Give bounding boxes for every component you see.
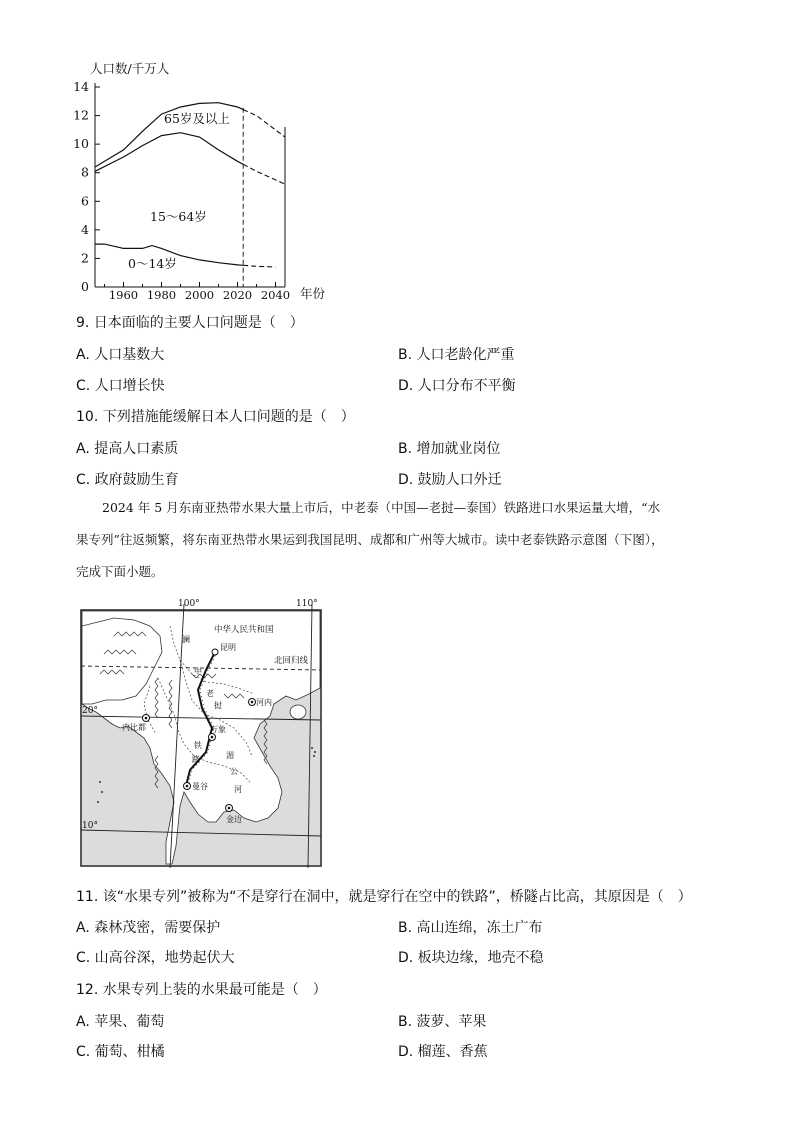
population-chart <box>60 55 350 305</box>
x-axis-label: 年份 <box>300 286 326 301</box>
label-phnompenh: 金边 <box>226 815 242 824</box>
question-10-option-b[interactable]: B. 增加就业岗位 <box>398 441 501 457</box>
label-hanoi: 河内 <box>256 698 272 707</box>
y-tick-label: 10 <box>73 136 89 152</box>
label-lon-110: 110° <box>296 599 318 609</box>
question-12-stem: 12. 水果专列上装的水果最可能是（ ） <box>76 982 327 998</box>
question-9-stem: 9. 日本面临的主要人口问题是（ ） <box>76 315 304 331</box>
question-12-option-b[interactable]: B. 菠萝、苹果 <box>398 1014 487 1030</box>
question-9-option-c[interactable]: C. 人口增长快 <box>76 378 165 394</box>
y-tick-label: 14 <box>73 79 89 94</box>
label-rail-1: 中 <box>194 667 202 676</box>
label-tropic: 北回归线 <box>274 656 309 666</box>
label-rail-2: 铁 <box>194 741 202 750</box>
series-label-0-14: 0～14岁 <box>128 256 177 271</box>
series-projection-2 <box>243 265 275 267</box>
question-11-option-c[interactable]: C. 山高谷深，地势起伏大 <box>76 950 235 966</box>
y-tick-label: 8 <box>81 164 89 180</box>
label-laos-2: 挝 <box>214 701 222 710</box>
passage-line-2: 果专列”往返频繁，将东南亚热带水果运到我国昆明、成都和广州等大城市。读中老泰铁路示意图（下图）， <box>76 532 664 547</box>
question-12-option-a[interactable]: A. 苹果、葡萄 <box>76 1014 165 1030</box>
question-10-option-a[interactable]: A. 提高人口素质 <box>76 441 179 457</box>
question-9-option-b[interactable]: B. 人口老龄化严重 <box>398 347 515 363</box>
map-hainan <box>290 705 306 719</box>
china-laos-thailand-railway-map <box>74 596 330 872</box>
label-lon-100: 100° <box>178 599 200 609</box>
question-12-option-d[interactable]: D. 榴莲、香蕉 <box>398 1044 488 1060</box>
y-tick-label: 2 <box>81 250 89 266</box>
series-projection-0 <box>243 110 285 137</box>
label-kunming: 昆明 <box>220 643 236 652</box>
series-line-1 <box>95 133 243 172</box>
x-tick-label: 2000 <box>184 288 215 302</box>
series-label-65: 65岁及以上 <box>164 111 230 126</box>
label-lat-20: 20° <box>82 706 98 716</box>
label-mekong-1: 湄 <box>226 751 234 760</box>
question-11-option-d[interactable]: D. 板块边缘，地壳不稳 <box>398 950 544 966</box>
label-vientiane: 万象 <box>210 725 226 734</box>
label-rail-3: 路 <box>192 755 200 764</box>
passage-line-3: 完成下面小题。 <box>76 564 164 579</box>
label-country: 中华人民共和国 <box>214 625 274 635</box>
x-tick-label: 1980 <box>146 288 177 302</box>
label-naypyidaw: 内比都 <box>122 723 146 732</box>
label-lancang: 澜 <box>182 635 190 644</box>
chart-lines <box>95 103 285 267</box>
x-tick-label: 1960 <box>108 288 139 302</box>
question-10-stem: 10. 下列措施能缓解日本人口问题的是（ ） <box>76 409 355 425</box>
y-axis-label: 人口数/千万人 <box>90 61 170 76</box>
label-mekong-3: 河 <box>234 785 242 794</box>
label-laos-1: 老 <box>206 689 214 698</box>
y-tick-label: 6 <box>81 193 89 209</box>
city-kunming <box>212 649 218 655</box>
question-11-option-b[interactable]: B. 高山连绵，冻土广布 <box>398 920 543 936</box>
question-9-option-d[interactable]: D. 人口分布不平衡 <box>398 378 516 394</box>
question-10-option-c[interactable]: C. 政府鼓励生育 <box>76 472 179 488</box>
y-tick-label: 4 <box>81 221 89 237</box>
question-11-option-a[interactable]: A. 森林茂密，需要保护 <box>76 920 221 936</box>
passage-line-1: 2024 年 5 月东南亚热带水果大量上市后，中老泰（中国—老挝—泰国）铁路进口水果运量大增，“水 <box>102 500 661 515</box>
label-lat-10: 10° <box>82 821 98 831</box>
question-11-stem: 11. 该“水果专列”被称为“不是穿行在洞中，就是穿行在空中的铁路”，桥隧占比高，其原因是（ ） <box>76 889 692 905</box>
x-tick-label: 2020 <box>222 288 253 302</box>
x-tick-label: 2040 <box>260 288 291 302</box>
series-label-15-64: 15～64岁 <box>150 209 207 224</box>
y-tick-label: 12 <box>73 107 89 123</box>
question-10-option-d[interactable]: D. 鼓励人口外迁 <box>398 472 502 488</box>
question-12-option-c[interactable]: C. 葡萄、柑橘 <box>76 1044 165 1060</box>
label-bangkok: 曼谷 <box>192 782 208 791</box>
y-tick-label: 0 <box>81 279 89 294</box>
question-9-option-a[interactable]: A. 人口基数大 <box>76 347 165 363</box>
label-mekong-2: 公 <box>230 767 238 776</box>
series-projection-1 <box>243 164 285 184</box>
